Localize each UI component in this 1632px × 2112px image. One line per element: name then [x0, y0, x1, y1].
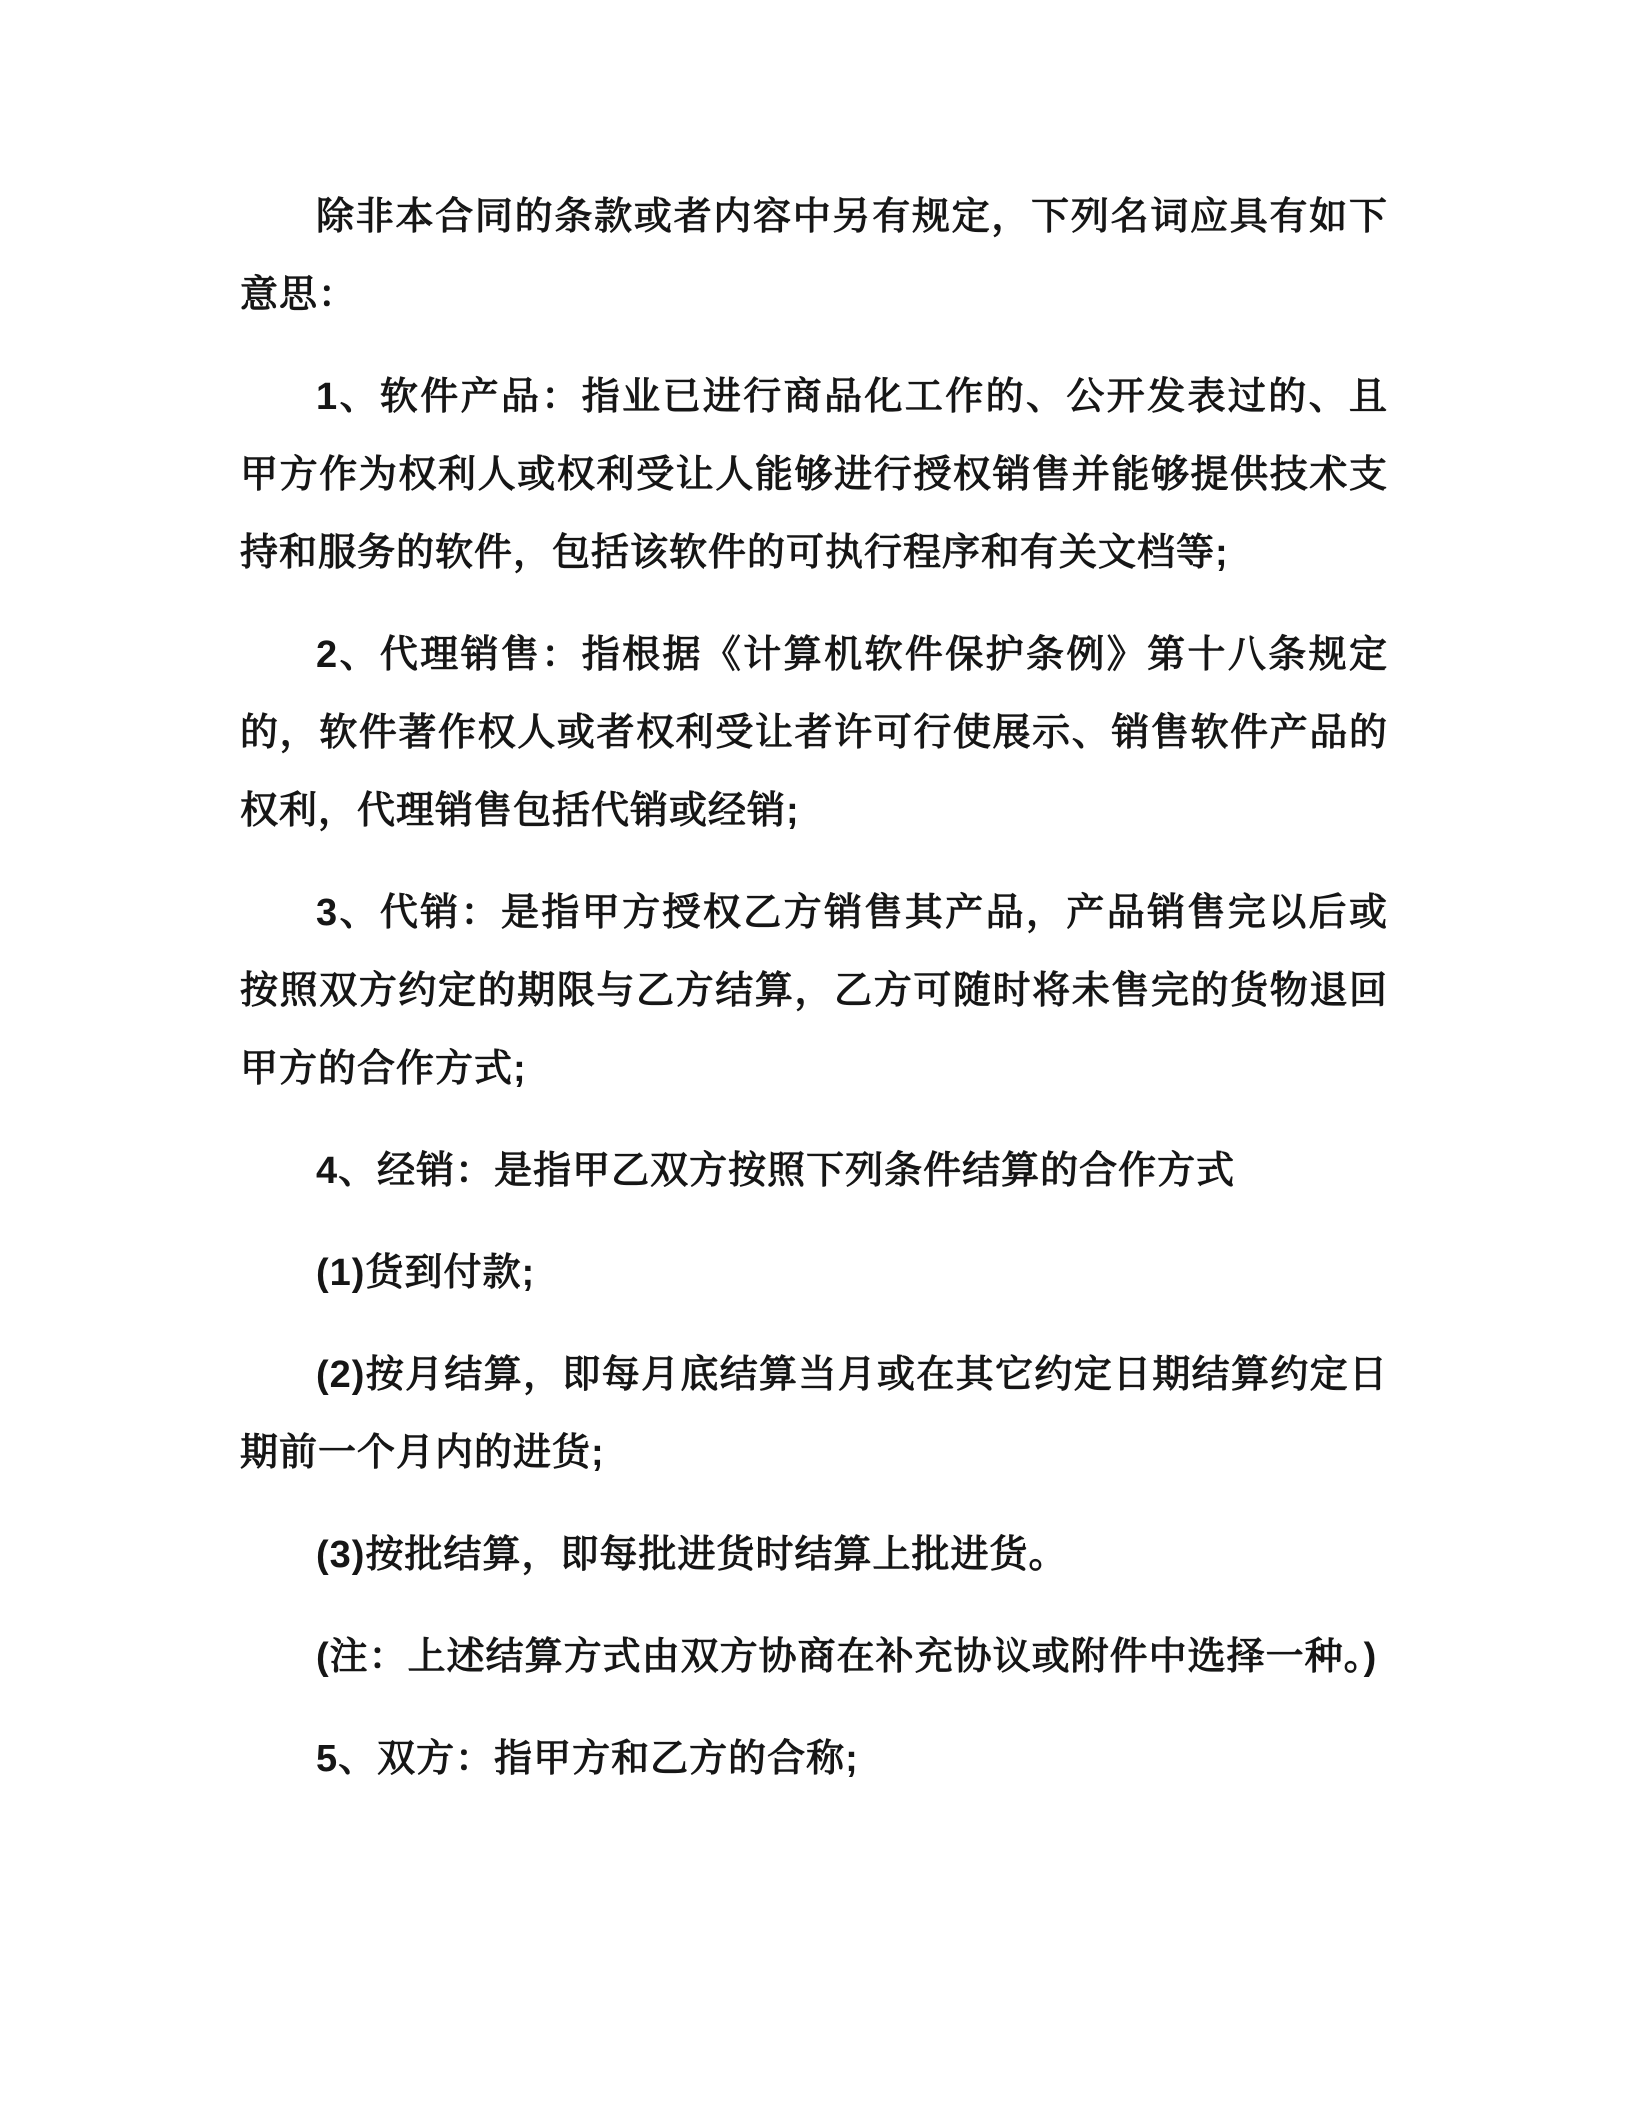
paragraph-definition-5: 5、双方：指甲方和乙方的合称;	[316, 1738, 859, 1780]
paragraph-definition-4: 4、经销：是指甲乙双方按照下列条件结算的合作方式	[316, 1150, 1236, 1192]
paragraph-item-2: (2)按月结算，即每月底结算当月或在其它约定日期结算约定日期前一个月内的进货;	[240, 1354, 1388, 1474]
paragraph-definition-1: 1、软件产品：指业已进行商品化工作的、公开发表过的、且甲方作为权利人或权利受让人能够进行授权销售并能够提供技术支持和服务的软件，包括该软件的可执行程序和有关文档等;	[240, 376, 1388, 574]
paragraph-item-1: (1)货到付款;	[316, 1252, 536, 1294]
paragraph-item-3: (3)按批结算，即每批进货时结算上批进货。	[316, 1534, 1068, 1576]
paragraph-definition-2: 2、代理销售：指根据《计算机软件保护条例》第十八条规定的，软件著作权人或者权利受让者许可行使展示、销售软件产品的权利，代理销售包括代销或经销;	[240, 634, 1388, 832]
paragraph-intro: 除非本合同的条款或者内容中另有规定，下列名词应具有如下意思：	[240, 196, 1388, 316]
paragraph-definition-3: 3、代销：是指甲方授权乙方销售其产品，产品销售完以后或按照双方约定的期限与乙方结算，乙方可随时将未售完的货物退回甲方的合作方式;	[240, 892, 1388, 1090]
paragraph-note: (注：上述结算方式由双方协商在补充协议或附件中选择一种。)	[316, 1636, 1378, 1678]
